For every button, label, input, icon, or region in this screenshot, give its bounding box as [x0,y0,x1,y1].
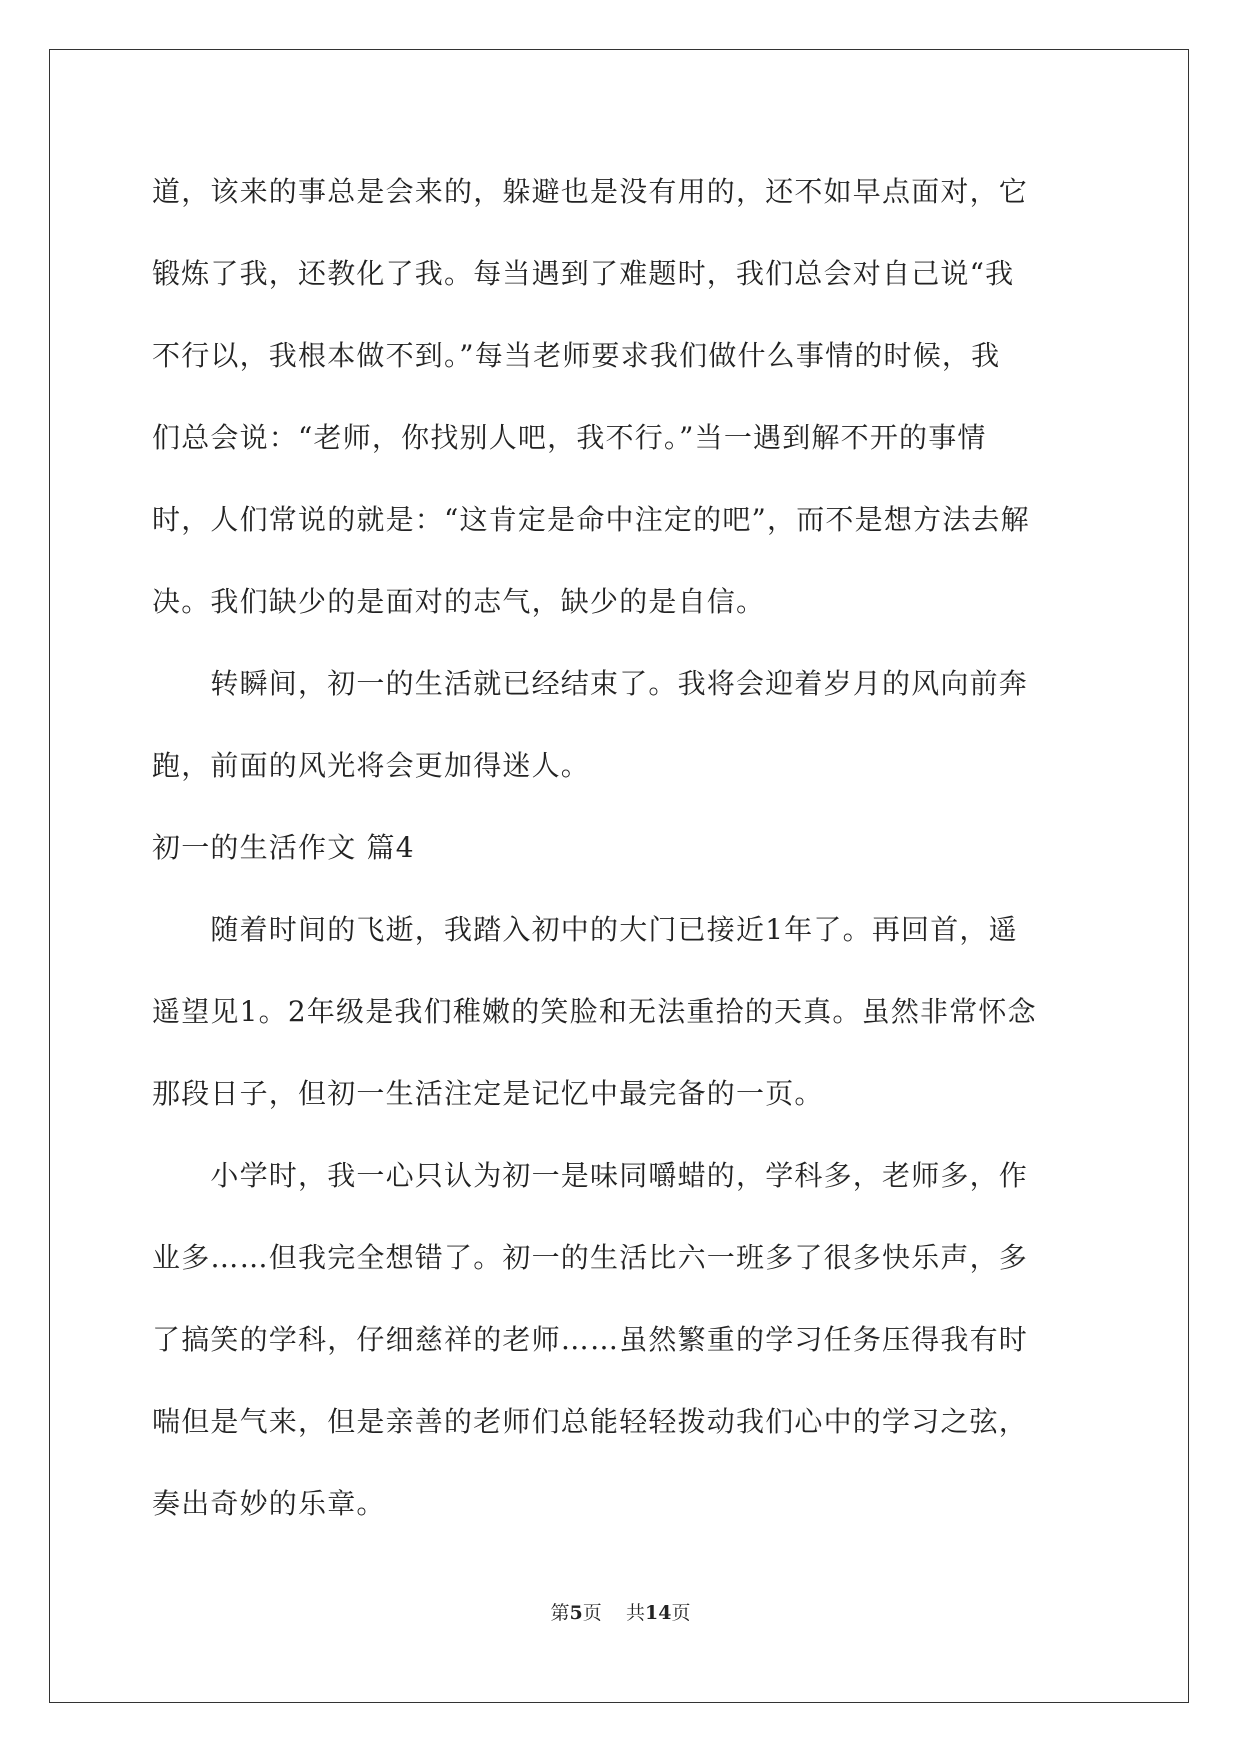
page-border [49,49,1189,1703]
paragraph-line: 业多……但我完全想错了。初一的生活比六一班多了很多快乐声，多 [152,1241,1029,1274]
paragraph-line: 转瞬间，初一的生活就已经结束了。我将会迎着岁月的风向前奔 [152,667,1029,700]
paragraph-line: 喘但是气来，但是亲善的老师们总能轻轻拨动我们心中的学习之弦， [152,1405,1029,1438]
paragraph-line: 不行以，我根本做不到。”每当老师要求我们做什么事情的时候，我 [152,339,1001,372]
paragraph-line: 们总会说：“老师，你找别人吧，我不行。”当一遇到解不开的事情 [152,421,987,454]
section-heading: 初一的生活作文 篇4 [152,831,415,864]
total-pages: 14 [644,1602,672,1624]
paragraph-line: 了搞笑的学科，仔细慈祥的老师……虽然繁重的学习任务压得我有时 [152,1323,1029,1356]
paragraph-line: 小学时，我一心只认为初一是味同嚼蜡的，学科多，老师多，作 [152,1159,1029,1192]
footer-total-suffix: 页 [671,1602,691,1624]
paragraph-line: 跑，前面的风光将会更加得迷人。 [152,749,591,782]
page-number: 5 [569,1602,583,1624]
paragraph-line: 随着时间的飞逝，我踏入初中的大门已接近1年了。再回首，遥 [152,913,1018,946]
paragraph-line: 决。我们缺少的是面对的志气，缺少的是自信。 [152,585,766,618]
paragraph-line: 道，该来的事总是会来的，躲避也是没有用的，还不如早点面对，它 [152,175,1029,208]
footer-prefix: 第 [550,1602,570,1624]
paragraph-line: 遥望见1。2年级是我们稚嫩的笑脸和无法重拾的天真。虽然非常怀念 [152,995,1037,1028]
paragraph-line: 锻炼了我，还教化了我。每当遇到了难题时，我们总会对自己说“我 [152,257,1015,290]
paragraph-line: 那段日子，但初一生活注定是记忆中最完备的一页。 [152,1077,824,1110]
paragraph-line: 时，人们常说的就是：“这肯定是命中注定的吧”，而不是想方法去解 [152,503,1030,536]
page-footer [0,1600,1241,1626]
footer-page-suffix: 页 [582,1602,602,1624]
footer-total-prefix: 共 [625,1602,645,1624]
paragraph-line: 奏出奇妙的乐章。 [152,1487,386,1520]
